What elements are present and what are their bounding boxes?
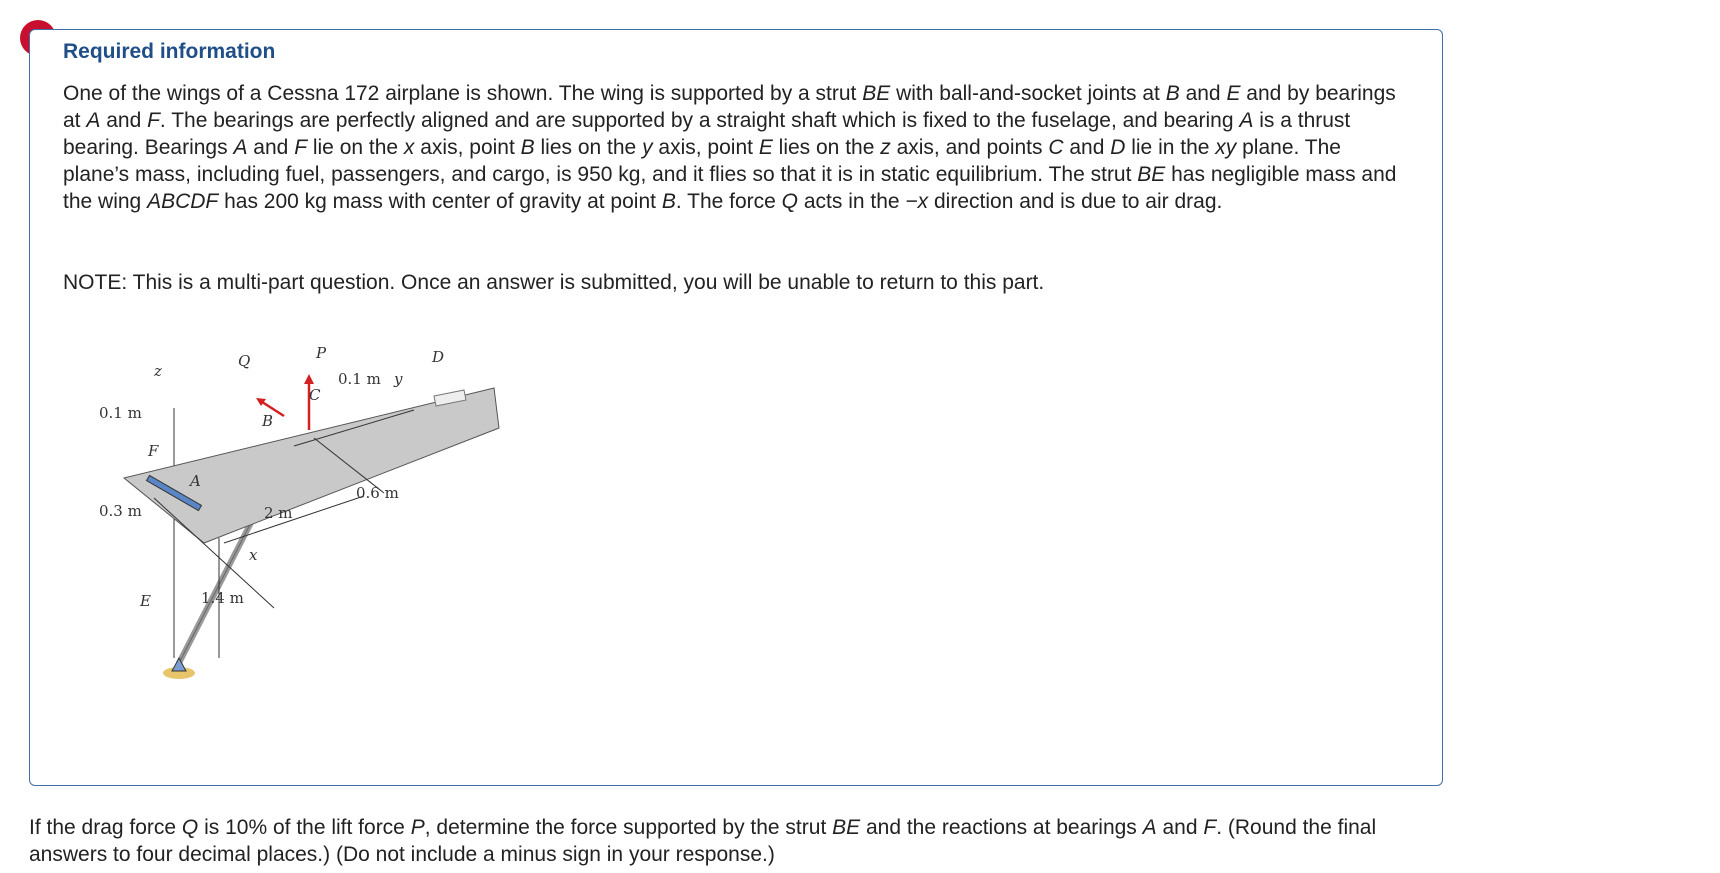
label-2m: 2 m — [264, 504, 293, 522]
label-Q: Q — [238, 352, 251, 370]
label-0.6m: 0.6 m — [356, 484, 399, 502]
label-y: y — [394, 370, 403, 388]
label-F: F — [148, 442, 159, 460]
label-C: C — [309, 386, 321, 404]
label-0.3m: 0.3 m — [99, 502, 142, 520]
info-note: NOTE: This is a multi-part question. Once an answer is submitted, you will be unable to return to this part. — [63, 271, 1045, 294]
label-0.1m-left: 0.1 m — [99, 404, 142, 422]
info-body: One of the wings of a Cessna 172 airplane is shown. The wing is supported by a strut BE with ball-and-socket joints at B and E and by bearings at A and F. The bearings are perfectly aligned and are supported by a straight shaft which is fixed to the fuselage, and bearing A is a thrust bearing. Bearings A and F lie on the x axis, point B lies on the y axis, point E lies on the z axis, and points C and D lie in the xy plane. The plane’s mass, including fuel, passengers, and cargo, is 950 kg, and it flies so that it is in static equilibrium. The strut BE has negligible mass and the wing ABCDF has 200 kg mass with center of gravity at point B. The force Q acts in the −x direction and is due to air drag. — [63, 82, 1397, 213]
label-B: B — [262, 412, 274, 430]
question-text: If the drag force Q is 10% of the lift force P, determine the force supported by the strut BE and the reactions at bearings A and F. (Round the final answers to four decimal places.) (Do not include a minus sign in your response.) — [29, 816, 1377, 866]
label-P: P — [316, 344, 327, 362]
force-arrowhead-P — [304, 374, 314, 384]
label-D: D — [432, 348, 445, 366]
wing-body — [124, 388, 499, 543]
label-0.1m-top: 0.1 m — [338, 370, 381, 388]
wing-figure — [94, 344, 514, 708]
label-A: A — [190, 472, 201, 490]
info-title: Required information — [63, 40, 276, 63]
label-x: x — [249, 546, 258, 564]
label-E: E — [140, 592, 151, 610]
label-z: z — [154, 362, 162, 380]
label-1.4m: 1.4 m — [201, 589, 244, 607]
